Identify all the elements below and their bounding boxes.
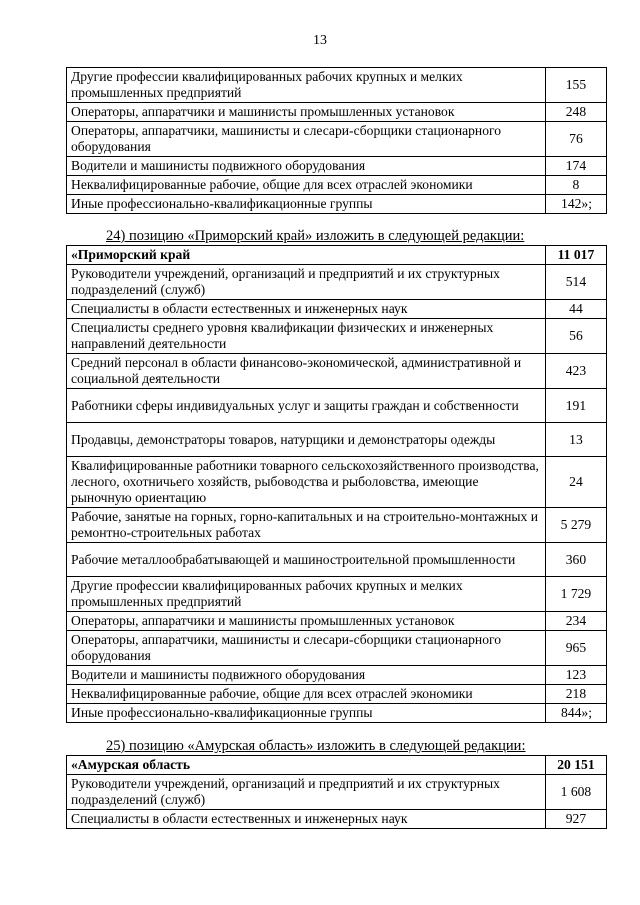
row-name: Водители и машинисты подвижного оборудования [67, 666, 546, 685]
table-row [67, 300, 607, 319]
row-value: 76 [545, 122, 606, 157]
table-header-row [67, 756, 607, 775]
row-value: 248 [545, 103, 606, 122]
row-value: 174 [545, 157, 606, 176]
table-row [67, 319, 607, 354]
row-value: 1 729 [545, 577, 606, 612]
row-value: 360 [545, 543, 606, 577]
table-row [67, 543, 607, 577]
table-row [67, 508, 607, 543]
table-amur [66, 755, 607, 829]
row-value: 927 [545, 810, 606, 829]
table-header-row [67, 246, 607, 265]
row-name: Квалифицированные работники товарного сельскохозяйственного производства, лесного, охотничьего хозяйств, рыбоводства и рыболовства, имеющие рыночную ориентацию [67, 457, 546, 508]
page-number: 13 [313, 33, 327, 48]
table-row [67, 68, 607, 103]
table-row [67, 389, 607, 423]
table-row [67, 176, 607, 195]
table-row [67, 265, 607, 300]
table-row [67, 457, 607, 508]
table-row [67, 685, 607, 704]
table-row [67, 577, 607, 612]
row-name: Работники сферы индивидуальных услуг и защиты граждан и собственности [67, 389, 546, 423]
region-total: 11 017 [545, 246, 606, 265]
row-name: Другие профессии квалифицированных рабочих крупных и мелких промышленных предприятий [67, 68, 546, 103]
table-row [67, 810, 607, 829]
row-value: 44 [545, 300, 606, 319]
row-value: 56 [545, 319, 606, 354]
table-row [67, 612, 607, 631]
section-25-intro: 25) позицию «Амурская область» изложить в следующей редакции: [106, 738, 526, 754]
row-value: 965 [545, 631, 606, 666]
row-name: Операторы, аппаратчики, машинисты и слесари-сборщики стационарного оборудования [67, 631, 546, 666]
region-name: «Приморский край [67, 246, 546, 265]
row-name: Рабочие металлообрабатывающей и машиностроительной промышленности [67, 543, 546, 577]
section-24-intro: 24) позицию «Приморский край» изложить в следующей редакции: [106, 228, 525, 244]
table-row [67, 195, 607, 214]
row-name: Операторы, аппаратчики и машинисты промышленных установок [67, 612, 546, 631]
row-value: 191 [545, 389, 606, 423]
table-continuation [66, 67, 607, 214]
row-name: Средний персонал в области финансово-экономической, административной и социальной деятельности [67, 354, 546, 389]
row-value: 155 [545, 68, 606, 103]
row-name: Руководители учреждений, организаций и предприятий и их структурных подразделений (служб) [67, 775, 546, 810]
row-name: Другие профессии квалифицированных рабочих крупных и мелких промышленных предприятий [67, 577, 546, 612]
row-value: 423 [545, 354, 606, 389]
row-name: Неквалифицированные рабочие, общие для всех отраслей экономики [67, 685, 546, 704]
row-value: 218 [545, 685, 606, 704]
table-row [67, 775, 607, 810]
table-row [67, 354, 607, 389]
row-value: 844»; [545, 704, 606, 723]
row-name: Водители и машинисты подвижного оборудования [67, 157, 546, 176]
row-name: Специалисты среднего уровня квалификации физических и инженерных направлений деятельности [67, 319, 546, 354]
region-name: «Амурская область [67, 756, 546, 775]
table-row [67, 157, 607, 176]
row-value: 1 608 [545, 775, 606, 810]
table-primorsky [66, 245, 607, 723]
row-name: Продавцы, демонстраторы товаров, натурщики и демонстраторы одежды [67, 423, 546, 457]
row-value: 514 [545, 265, 606, 300]
table-row [67, 631, 607, 666]
row-name: Операторы, аппаратчики и машинисты промышленных установок [67, 103, 546, 122]
row-value: 13 [545, 423, 606, 457]
row-name: Неквалифицированные рабочие, общие для всех отраслей экономики [67, 176, 546, 195]
row-name: Операторы, аппаратчики, машинисты и слесари-сборщики стационарного оборудования [67, 122, 546, 157]
table-row [67, 666, 607, 685]
table-row [67, 103, 607, 122]
row-value: 5 279 [545, 508, 606, 543]
row-value: 234 [545, 612, 606, 631]
row-name: Иные профессионально-квалификационные группы [67, 195, 546, 214]
row-name: Специалисты в области естественных и инженерных наук [67, 300, 546, 319]
row-name: Рабочие, занятые на горных, горно-капитальных и на строительно-монтажных и ремонтно-строительных работах [67, 508, 546, 543]
row-value: 123 [545, 666, 606, 685]
row-value: 8 [545, 176, 606, 195]
row-name: Руководители учреждений, организаций и предприятий и их структурных подразделений (служб) [67, 265, 546, 300]
row-value: 142»; [545, 195, 606, 214]
region-total: 20 151 [545, 756, 606, 775]
row-value: 24 [545, 457, 606, 508]
table-row [67, 423, 607, 457]
row-name: Иные профессионально-квалификационные группы [67, 704, 546, 723]
table-row [67, 122, 607, 157]
row-name: Специалисты в области естественных и инженерных наук [67, 810, 546, 829]
table-row [67, 704, 607, 723]
